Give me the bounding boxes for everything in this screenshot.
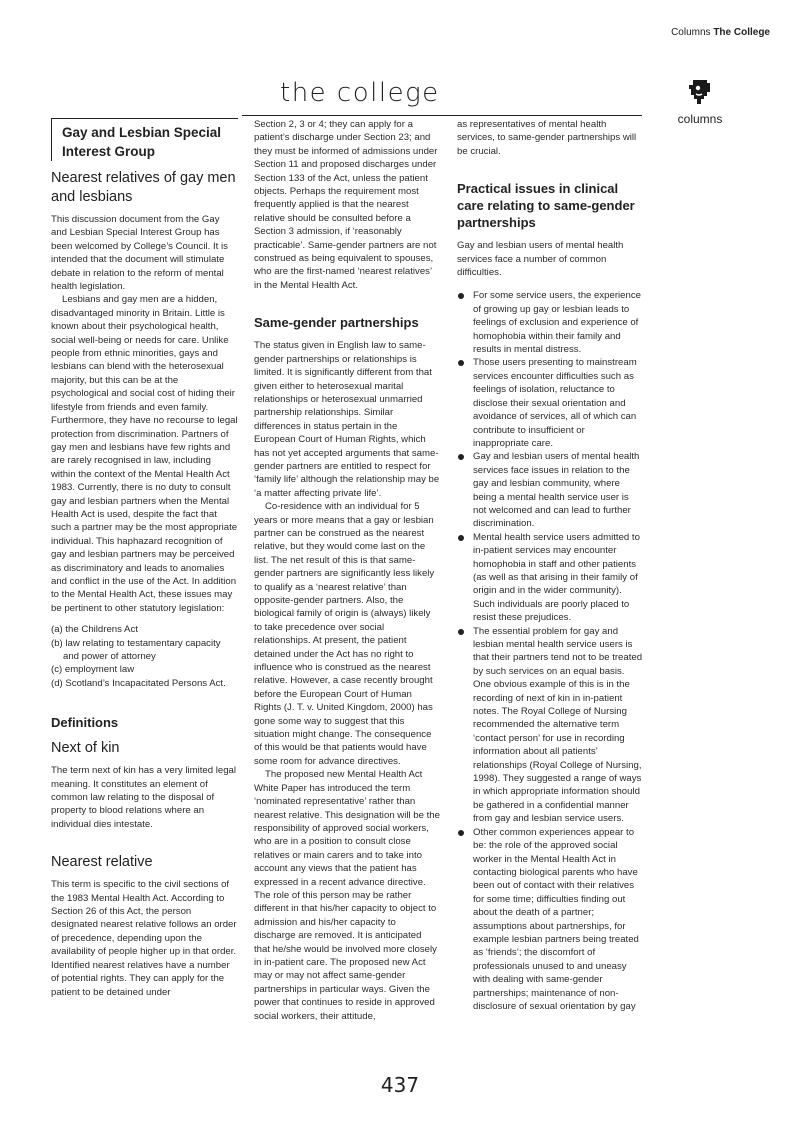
list-item: (b) law relating to testamentary capacity and power of attorney	[51, 637, 221, 662]
running-head	[671, 27, 770, 38]
paragraph: This discussion document from the Gay and Lesbian Special Interest Group has been welcomed by College’s Council. It is intended that the document will stimulate debate in relation to the reform of mental health legislation.	[51, 214, 228, 293]
columns-face-icon	[687, 78, 713, 106]
heading-same-gender: Same-gender partnerships	[254, 315, 419, 331]
heading-practical: Practical issues in clinical care relating to same-gender partnerships	[457, 181, 635, 231]
column-3	[457, 118, 643, 1013]
heading-definitions: Definitions	[51, 715, 119, 731]
heading-nearest-relatives: Nearest relatives of gay men and lesbians	[51, 170, 236, 205]
column-2	[254, 118, 440, 1023]
paragraph: Lesbians and gay men are a hidden, disadvantaged minority in Britain. Little is known about their psychological health, social well-being or needs for care. Unlike people from ethnic minorities, gays and lesbians can blend with the heterosexual majority, but this can be at the psychological and social cost of hiding their lifestyle from friends and even family. Furthermore, they have no recourse to legal protection from discrimination. Partners of gay men and lesbians have few rights and are rarely recognised in law, including within the context of the Mental Health Act 1983. Currently, there is no duty to consult gay and lesbian partners when the Mental Health Act is used, despite the fact that such a partner may be the most appropriate individual. This haphazard recognition of gay and lesbian partners may be perceived as discriminatory and leads to anomalies and conflict in the use of the Act. In addition to the Mental Health Act, these issues may be pertinent to other statutory legislation:	[51, 294, 238, 614]
heading-nearest-relative: Nearest relative	[51, 854, 153, 871]
paragraph: The proposed new Mental Health Act White Paper has introduced the term ‘nominated representative’ rather than nearest relative. This designation will be the responsibility of approved social workers, who are in a position to consult close relatives or main carers and to take into account any views that the patient has expressed in a recent advance directive. The role of this person may be rather different in that his/her capacity to object to admission and his/her capacity to discharge are removed. It is anticipated that he/she would be involved more closely in in-patient care. The proposed new Act may or may not affect same-gender partnerships in particular ways. Given the power that continues to reside in approved social workers, their attitude,	[254, 769, 440, 1022]
paragraph: The term next of kin has a very limited legal meaning. It constitutes an element of common law relating to the disposal of property to blood relations where an individual dies intestate.	[51, 765, 237, 830]
paragraph: Gay and lesbian users of mental health services face a number of common difficulties.	[457, 240, 624, 279]
paragraph: as representatives of mental health services, to same-gender partnerships will be crucial.	[457, 119, 637, 157]
list-item: (c) employment law	[51, 664, 135, 676]
paragraph: Section 2, 3 or 4; they can apply for a patient’s discharge under Section 23; and they must be informed of admissions under Section 11 and proposed discharges under Section 133 of the Act, unless the patient objects. Perhaps the requirement most frequently applied is that the nearest relative should be consulted before a Section 3 admission, if ‘reasonably practicable’. Same-gender partners are not construed as being equivalent to spouses, who are the first-named ‘nearest relatives’ in the Mental Health Act.	[254, 119, 438, 291]
paragraph: The status given in English law to same-gender partnerships or relationships is limited. It is significantly different from that given either to heterosexual marital relationships or heterosexual unmarried partnership relationships. Similar differences in status pertain in the European Court of Human Rights, which has not yet accepted arguments that same-gender partners are entitled to respect for ‘family life’ although the relationship may be ‘a matter affecting private life’.	[254, 340, 440, 499]
list-item: For some service users, the experience of growing up gay or lesbian leads to feelings of exclusion and experience of homophobia within their family and results in mental distress.	[457, 289, 643, 356]
running-head-section: Columns	[671, 27, 711, 38]
list-item: The essential problem for gay and lesbian mental health service users is that their partners tend not to be treated by such services on an equal basis. One obvious example of this is in the recording of next of kin in in-patient notes. The Royal College of Nursing recommended the alternative term ‘contact person’ for use in recording information about all patients’ relationships (Royal College of Nursing, 1998). They suggested a range of ways in which appropriate information should be gathered in a confidential manner from gay and lesbian service users.	[457, 625, 643, 826]
list-item: (a) the Childrens Act	[51, 624, 138, 636]
list-item: (d) Scotland’s Incapacitated Persons Act.	[51, 677, 226, 689]
running-head-section-bold: The College	[713, 27, 770, 38]
box-heading: Gay and Lesbian Special Interest Group	[51, 118, 238, 161]
issues-list	[457, 289, 643, 1013]
page-title: the college	[280, 78, 440, 108]
list-item: Those users presenting to mainstream services encounter difficulties such as feelings of isolation, reluctance to disclose their sexual orientation and avoidance of services, all of which can contribute to insufficient or inappropriate care.	[457, 356, 643, 450]
heading-next-of-kin: Next of kin	[51, 740, 120, 757]
legislation-list	[51, 623, 238, 690]
paragraph: This term is specific to the civil sections of the 1983 Mental Health Act. According to Section 26 of this Act, the person designated nearest relative follows an order of precedence, depending upon the availability of people higher up in that order. Identified nearest relatives have a number of potential rights. They can apply for the patient to be detained under	[51, 879, 237, 998]
page-number: 437	[380, 1073, 420, 1097]
list-item: Mental health service users admitted to in-patient services may encounter homophobia in staff and other patients (as well as that arising in their family of origin and in the wider community). Such individuals are poorly placed to resist these prejudices.	[457, 531, 643, 625]
columns-label: columns	[677, 112, 723, 126]
title-rule	[242, 115, 642, 116]
list-item: Other common experiences appear to be: the role of the approved social worker in the Mental Health Act in contacting biological parents who have been out of contact with their relatives for some time; difficulties finding out about the death of a partner; assumptions about partnerships, for example lesbian partners being treated as ‘friends’; the discomfort of professionals unused to and uneasy with dealing with same-gender partnerships; maintenance of non-disclosure of sexual orientation by gay	[457, 826, 643, 1014]
paragraph: Co-residence with an individual for 5 years or more means that a gay or lesbian partner can be construed as the nearest relative, but they would come last on the list. The net result of this is that same-gender partners are significantly less likely to qualify as a ‘nearest relative’ than opposite-gender partners. Also, the biological family of origin is (always) likely to take precedence over social relationships. At present, the patient detained under the Act has no right to influence who is construed as the nearest relative. However, a case recently brought before the European Court of Human Rights (J. T. v. United Kingdom, 2000) has gone some way to suggest that this situation might change. The consequence of this would be that patients would have some room for advance directives.	[254, 501, 435, 767]
list-item: Gay and lesbian users of mental health services face issues in relation to the gay and lesbian community, where being a mental health service user is not welcomed and can lead to further discrimination.	[457, 450, 643, 530]
column-1	[51, 118, 238, 999]
columns-badge	[676, 78, 724, 126]
